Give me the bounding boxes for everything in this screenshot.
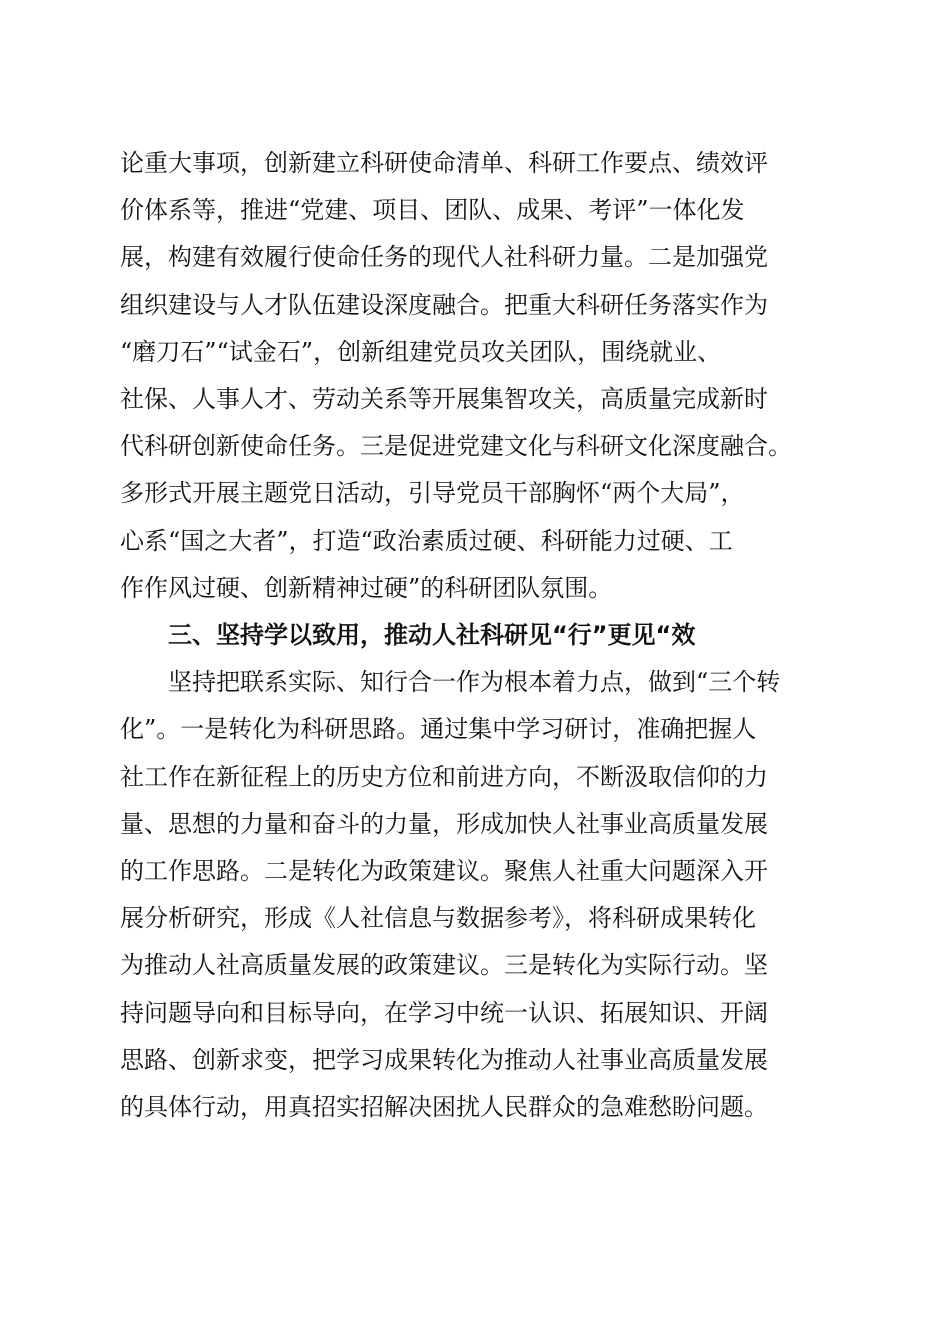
- paragraph-line: 社保、人事人才、劳动关系等开展集智攻关，高质量完成新时: [120, 385, 768, 413]
- paragraph-line: 价体系等，推进“党建、项目、团队、成果、考评”一体化发: [120, 196, 745, 224]
- section-heading: 三、坚持学以致用，推动人社科研见“行”更见“效: [168, 621, 696, 649]
- paragraph-line: 为推动人社高质量发展的政策建议。三是转化为实际行动。坚: [120, 951, 768, 979]
- paragraph-line: 展分析研究，形成《人社信息与数据参考》，将科研成果转化: [120, 904, 756, 932]
- paragraph-line: “磨刀石”“试金石”，创新组建党员攻关团队，围绕就业、: [120, 338, 722, 366]
- paragraph-line: 心系“国之大者”，打造“政治素质过硬、科研能力过硬、工: [120, 527, 733, 555]
- paragraph-line: 代科研创新使命任务。三是促进党建文化与科研文化深度融合。: [120, 432, 792, 460]
- paragraph-line: 化”。一是转化为科研思路。通过集中学习研讨，准确把握人: [120, 715, 757, 743]
- paragraph-line: 持问题导向和目标导向，在学习中统一认识、拓展知识、开阔: [120, 999, 768, 1027]
- paragraph-line: 多形式开展主题党日活动，引导党员干部胸怀“两个大局”，: [120, 479, 745, 507]
- paragraph-line: 的具体行动，用真招实招解决困扰人民群众的急难愁盼问题。: [120, 1093, 768, 1121]
- paragraph-line: 社工作在新征程上的历史方位和前进方向，不断汲取信仰的力: [120, 763, 768, 791]
- paragraph-line: 组织建设与人才队伍建设深度融合。把重大科研任务落实作为: [120, 291, 768, 319]
- paragraph-line: 思路、创新求变，把学习成果转化为推动人社事业高质量发展: [120, 1046, 768, 1074]
- paragraph-line: 的工作思路。二是转化为政策建议。聚焦人社重大问题深入开: [120, 857, 768, 885]
- paragraph-line: 展，构建有效履行使命任务的现代人社科研力量。二是加强党: [120, 243, 768, 271]
- paragraph-line: 坚持把联系实际、知行合一作为根本着力点，做到“三个转: [168, 668, 781, 696]
- paragraph-line: 作作风过硬、创新精神过硬”的科研团队氛围。: [120, 574, 613, 602]
- paragraph-line: 论重大事项，创新建立科研使命清单、科研工作要点、绩效评: [120, 149, 768, 177]
- paragraph-line: 量、思想的力量和奋斗的力量，形成加快人社事业高质量发展: [120, 810, 768, 838]
